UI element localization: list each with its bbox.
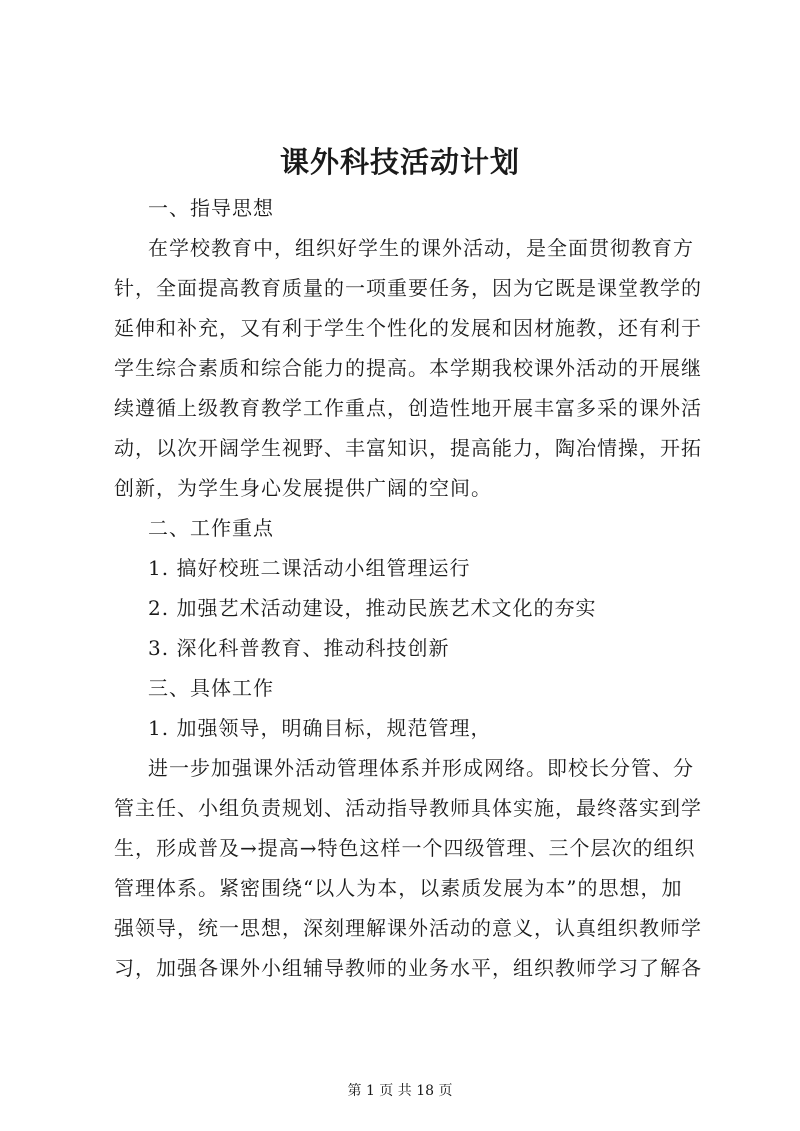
- section-heading-guiding-ideology: 一、指导思想: [148, 196, 274, 220]
- list-item: 2. 加强艺术活动建设，推动民族艺术文化的夯实: [148, 596, 597, 620]
- paragraph-line: 生，形成普及→提高→特色这样一个四级管理、三个层次的组织: [114, 836, 696, 860]
- list-item: 1. 加强领导，明确目标，规范管理，: [148, 716, 492, 740]
- paragraph-line: 延伸和补充，又有利于学生个性化的发展和因材施教，还有利于: [114, 316, 702, 340]
- paragraph-line: 强领导，统一思想，深刻理解课外活动的意义，认真组织教师学: [114, 916, 702, 940]
- paragraph-line: 进一步加强课外活动管理体系并形成网络。即校长分管、分: [148, 756, 694, 780]
- paragraph-line: 针，全面提高教育质量的一项重要任务，因为它既是课堂教学的: [114, 276, 702, 300]
- section-heading-specific-work: 三、具体工作: [148, 676, 274, 700]
- paragraph-line: 管理体系。紧密围绕“以人为本，以素质发展为本”的思想，加: [114, 876, 683, 900]
- document-title: 课外科技活动计划: [279, 145, 520, 179]
- list-item: 3. 深化科普教育、推动科技创新: [148, 636, 450, 660]
- paragraph-line: 学生综合素质和综合能力的提高。本学期我校课外活动的开展继: [114, 356, 702, 380]
- paragraph-line: 创新，为学生身心发展提供广阔的空间。: [114, 476, 492, 500]
- paragraph-line: 续遵循上级教育教学工作重点，创造性地开展丰富多采的课外活: [114, 396, 702, 420]
- paragraph-line: 习，加强各课外小组辅导教师的业务水平，组织教师学习了解各: [114, 956, 702, 980]
- paragraph-line: 在学校教育中，组织好学生的课外活动，是全面贯彻教育方: [148, 236, 694, 260]
- page-footer: 第 1 页 共 18 页: [347, 1083, 453, 1099]
- document-body: [114, 188, 704, 988]
- list-item: 1. 搞好校班二课活动小组管理运行: [148, 556, 471, 580]
- paragraph-line: 动，以次开阔学生视野、丰富知识，提高能力，陶冶情操，开拓: [114, 436, 702, 460]
- paragraph-line: 管主任、小组负责规划、活动指导教师具体实施，最终落实到学: [114, 796, 702, 820]
- section-heading-work-focus: 二、工作重点: [148, 516, 274, 540]
